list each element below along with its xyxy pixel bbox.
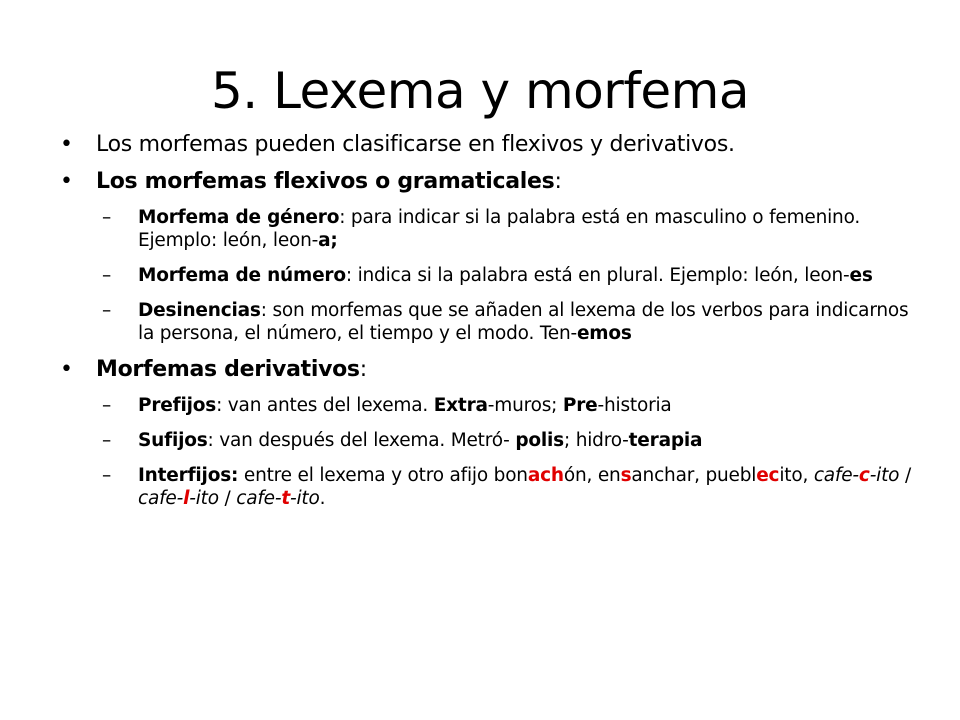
subitem-text: : van después del lexema. Metró-	[207, 430, 516, 451]
subitem-interfijos	[60, 464, 920, 510]
dash-icon: –	[102, 207, 112, 228]
interfix-highlight: t	[281, 488, 290, 509]
interfix-highlight: ec	[756, 465, 780, 486]
bullet-text: Los morfemas pueden clasificarse en flexivos y derivativos.	[96, 132, 735, 157]
dash-icon: –	[102, 465, 112, 486]
subitem-desinencias	[60, 299, 920, 345]
bullet-text: :	[359, 357, 367, 382]
separator: /	[218, 488, 237, 509]
interfix-highlight: ach	[527, 465, 564, 486]
bullet-heading: Morfemas derivativos	[96, 357, 360, 382]
subitem-text: .	[319, 488, 326, 509]
bullet-item-flexivos	[60, 167, 920, 197]
example-italic: -ito	[869, 465, 900, 486]
example-italic: cafe-	[813, 465, 859, 486]
example-italic: -ito	[189, 488, 219, 509]
subitem-text: : indica si la palabra está en plural. Ejemplo: león, leon-	[345, 265, 850, 286]
example-italic: cafe-	[138, 488, 184, 509]
dash-icon: –	[102, 300, 112, 321]
subitem-prefijos	[60, 394, 920, 417]
example-italic: -ito	[290, 488, 320, 509]
example-rest: -muros;	[487, 395, 563, 416]
example-suffix: a;	[318, 230, 338, 251]
subitem-heading: Morfema de número	[138, 265, 346, 286]
example-prefix: Extra	[433, 395, 488, 416]
bullet-item-classification	[60, 130, 920, 160]
slide-body	[60, 130, 920, 510]
dash-icon: –	[102, 430, 112, 451]
subitem-heading: Morfema de género	[138, 207, 340, 228]
interfix-highlight: c	[858, 465, 870, 486]
subitem-text: anchar, puebl	[631, 465, 757, 486]
subitem-heading: Sufijos	[138, 430, 208, 451]
subitem-genero	[60, 206, 920, 252]
subitem-sufijos	[60, 429, 920, 452]
bullet-item-derivativos	[60, 355, 920, 385]
subitem-numero	[60, 264, 920, 287]
subitem-text: : para indicar si la palabra está en masculino o femenino. Ejemplo: león, leon-	[138, 207, 861, 251]
bullet-icon: •	[60, 357, 73, 382]
subitem-heading: Interfijos:	[138, 465, 239, 486]
example-rest: ; hidro-	[563, 430, 629, 451]
subitem-heading: Prefijos	[138, 395, 217, 416]
subitem-heading: Desinencias	[138, 300, 261, 321]
example-prefix: Pre	[562, 395, 598, 416]
separator: /	[899, 465, 911, 486]
example-suffix: terapia	[628, 430, 703, 451]
example-rest: -historia	[597, 395, 672, 416]
bullet-text: :	[554, 169, 562, 194]
subitem-text: entre el lexema y otro afijo bon	[238, 465, 528, 486]
slide-title: 5. Lexema y morfema	[210, 62, 750, 120]
dash-icon: –	[102, 265, 112, 286]
subitem-text: : son morfemas que se añaden al lexema de los verbos para indicarnos la persona, el número, el tiempo y el modo. Ten-	[138, 300, 909, 344]
example-suffix: polis	[515, 430, 564, 451]
bullet-heading: Los morfemas flexivos o gramaticales	[96, 169, 555, 194]
interfix-highlight: s	[620, 465, 632, 486]
subitem-text: : van antes del lexema.	[216, 395, 434, 416]
subitem-text: ón, en	[563, 465, 621, 486]
dash-icon: –	[102, 395, 112, 416]
interfix-highlight: l	[183, 488, 190, 509]
example-suffix: emos	[576, 323, 632, 344]
example-italic: cafe-	[236, 488, 282, 509]
example-suffix: es	[849, 265, 873, 286]
bullet-icon: •	[60, 132, 73, 157]
bullet-icon: •	[60, 169, 73, 194]
subitem-text: ito,	[779, 465, 814, 486]
